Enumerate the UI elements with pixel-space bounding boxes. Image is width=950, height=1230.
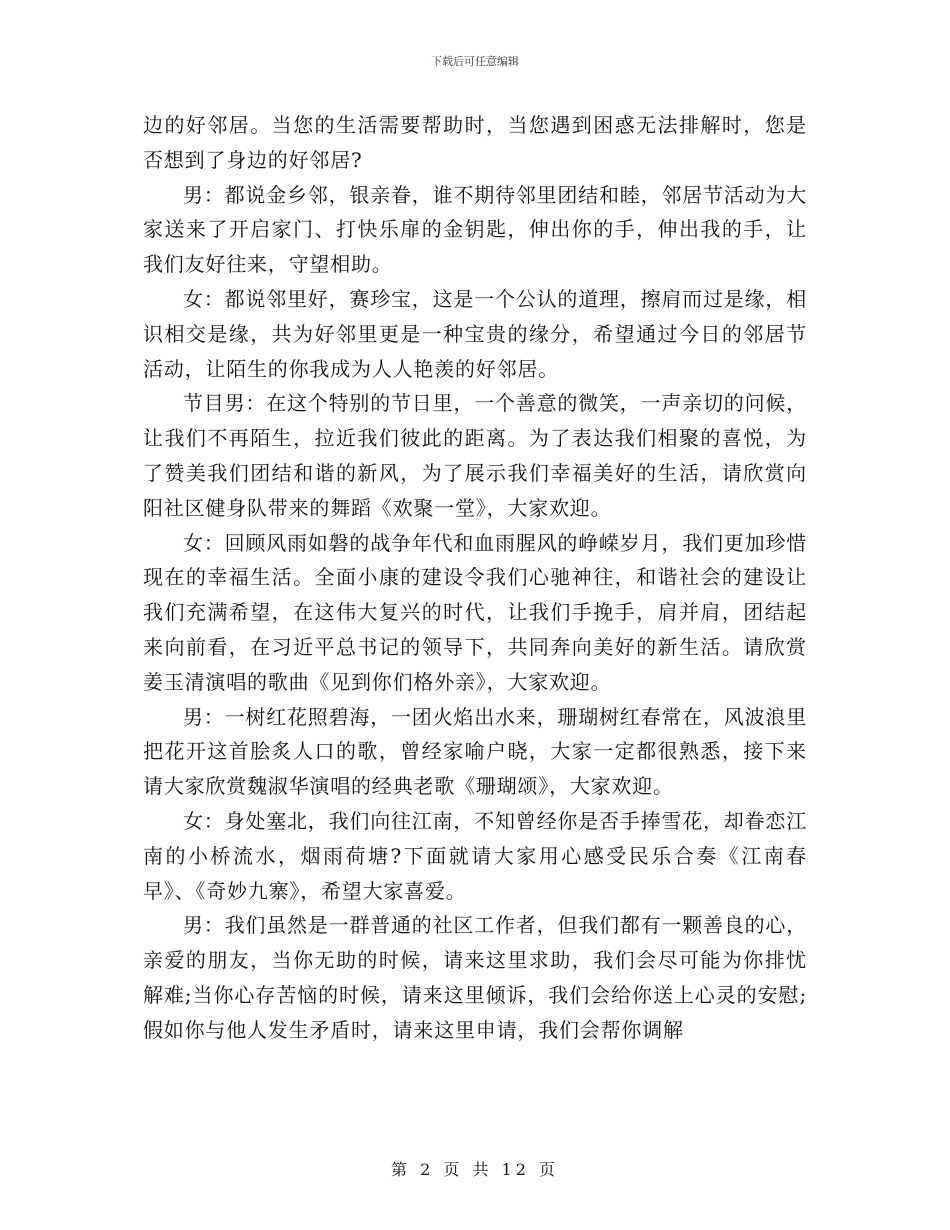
paragraph-female-host-2: 女：回顾风雨如磐的战争年代和血雨腥风的峥嵘岁月，我们更加珍惜现在的幸福生活。全面小康的建设令我们心驰神往，和谐社会的建设让我们充满希望，在这伟大复兴的时代，让我们手挽手，肩并肩，团结起来向前看，在习近平总书记的领导下，共同奔向美好的新生活。请欣赏姜玉清演唱的歌曲《见到你们格外亲》，大家欢迎。 — [143, 530, 807, 694]
paragraph-female-host: 女：都说邻里好，赛珍宝，这是一个公认的道理，擦肩而过是缘，相识相交是缘，共为好邻里更是一种宝贵的缘分，希望通过今日的邻居节活动，让陌生的你我成为人人艳羡的好邻居。 — [143, 286, 807, 381]
page-number-footer: 第 2 页 共 12 页 — [391, 1160, 559, 1179]
paragraph-male-host-2: 男：一树红花照碧海，一团火焰出水来，珊瑚树红春常在，风波浪里把花开这首脍炙人口的歌，曾经家喻户晓，大家一定都很熟悉，接下来请大家欣赏魏淑华演唱的经典老歌《珊瑚颂》，大家欢迎。 — [143, 704, 807, 799]
paragraph-program-male: 节目男：在这个特别的节日里，一个善意的微笑，一声亲切的问候，让我们不再陌生，拉近我们彼此的距离。为了表达我们相聚的喜悦，为了赞美我们团结和谐的新风，为了展示我们幸福美好的生活，请欣赏向阳社区健身队带来的舞蹈《欢聚一堂》，大家欢迎。 — [143, 391, 807, 520]
paragraph-female-host-3: 女：身处塞北，我们向往江南，不知曾经你是否手捧雪花，却眷恋江南的小桥流水，烟雨荷塘?下面就请大家用心感受民乐合奏《江南春早》、《奇妙九寨》，希望大家喜爱。 — [143, 808, 807, 903]
paragraph-continued: 边的好邻居。当您的生活需要帮助时，当您遇到困惑无法排解时，您是否想到了身边的好邻居? — [143, 113, 807, 172]
page-header: 下载后可任意编辑 — [431, 55, 519, 68]
paragraph-male-host: 男：都说金乡邻，银亲眷，谁不期待邻里团结和睦，邻居节活动为大家送来了开启家门、打快乐扉的金钥匙，伸出你的手，伸出我的手，让我们友好往来，守望相助。 — [143, 182, 807, 277]
document-body — [143, 108, 807, 1048]
paragraph-male-host-3: 男：我们虽然是一群普通的社区工作者，但我们都有一颗善良的心，亲爱的朋友，当你无助的时候，请来这里求助，我们会尽可能为你排忧解难;当你心存苦恼的时候，请来这里倾诉，我们会给你送上心灵的安慰;假如你与他人发生矛盾时，请来这里申请，我们会帮你调解 — [143, 913, 807, 1042]
